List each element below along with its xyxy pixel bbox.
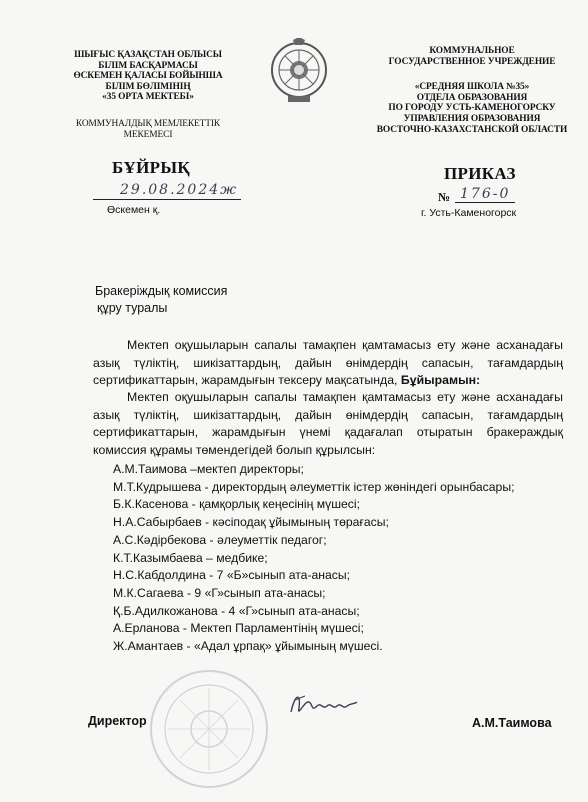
subject-line: Бракеріждық комиссия	[95, 284, 228, 298]
signature-title: Директор	[88, 714, 147, 728]
number-sign: №	[438, 190, 451, 204]
city-kz: Өскемен қ.	[107, 204, 161, 216]
round-stamp-icon	[148, 668, 270, 790]
commission-members-list	[113, 461, 514, 656]
header-left-line: БІЛІМ БӨЛІМІНІҢ	[105, 81, 191, 92]
number-underline	[455, 202, 515, 203]
header-left-org	[60, 50, 236, 140]
list-item: Н.А.Сабырбаев - кәсіподақ ұйымының төрағасы;	[113, 515, 389, 530]
director-name: А.М.Таимова	[472, 716, 552, 730]
list-item: А.С.Кәдірбекова - әлеуметтік педагог;	[113, 532, 327, 547]
header-right-line: «СРЕДНЯЯ ШКОЛА №35»	[414, 82, 530, 93]
header-right-line: УПРАВЛЕНИЯ ОБРАЗОВАНИЯ	[403, 113, 541, 124]
paragraph-text: Мектеп оқушыларын сапалы тамақпен қамтамасыз ету және асханадағы азық түліктің, шикізаттардың, дайын өнімдердің сапасын, тағамдардың сертификаттарын, жарамдығын тексеру мақсатында,	[93, 338, 563, 388]
header-left-line: «35 ОРТА МЕКТЕБІ»	[102, 92, 194, 103]
list-item: М.Т.Кудрышева - директордың әлеуметтік істер жөніндегі орынбасары;	[113, 479, 515, 494]
list-item: А.М.Таимова –мектеп директоры;	[113, 462, 304, 476]
state-emblem-icon	[270, 38, 328, 104]
date-underline	[93, 199, 241, 200]
doc-title-ru: ПРИКАЗ	[444, 164, 516, 183]
list-item: Б.К.Касенова - қамқорлық кеңесінің мүшесі;	[113, 497, 360, 512]
header-right-org	[372, 46, 572, 135]
list-item: Ж.Амантаев - «Адал ұрпақ» ұйымының мүшесі.	[113, 639, 383, 654]
doc-title-kz: БҰЙРЫҚ	[112, 158, 190, 177]
list-item: К.Т.Казымбаева – медбике;	[113, 550, 268, 565]
list-item: Қ.Б.Адилкожанова - 4 «Г»сынып ата-анасы;	[113, 603, 360, 618]
header-left-sub-line: КОММУНАЛДЫҚ МЕМЛЕКЕТТІК	[75, 118, 221, 129]
header-right-line: ВОСТОЧНО-КАЗАХСТАНСКОЙ ОБЛАСТИ	[376, 124, 568, 135]
paragraph-purpose	[93, 337, 563, 390]
header-right-line: ГОСУДАРСТВЕННОЕ УЧРЕЖДЕНИЕ	[388, 56, 556, 67]
header-left-line: ӨСКЕМЕН ҚАЛАСЫ БОЙЫНША	[73, 71, 223, 82]
list-item: М.К.Сагаева - 9 «Г»сынып ата-анасы;	[113, 585, 326, 600]
header-right-line: ОТДЕЛА ОБРАЗОВАНИЯ	[416, 92, 528, 103]
header-left-line: БІЛІМ БАСҚАРМАСЫ	[98, 60, 198, 71]
header-right-line: КОММУНАЛЬНОЕ	[429, 46, 515, 56]
list-item: А.Ерланова - Мектеп Парламентінің мүшесі;	[113, 621, 364, 636]
handwritten-date: 29.08.2024ж	[120, 182, 239, 198]
header-left-line: ШЫҒЫС ҚАЗАҚСТАН ОБЛЫСЫ	[74, 50, 222, 60]
header-right-line: ПО ГОРОДУ УСТЬ-КАМЕНОГОРСКУ	[388, 103, 556, 114]
subject-line: құру туралы	[97, 301, 168, 315]
city-ru: г. Усть-Каменогорск	[421, 207, 517, 219]
paragraph-commission	[93, 389, 563, 459]
order-subject	[95, 283, 227, 317]
header-left-sub-line: МЕКЕМЕСІ	[123, 129, 173, 140]
paragraph-text: Мектеп оқушыларын сапалы тамақпен қамтамасыз ету және асханадағы азық түліктің, шикізаттардың, дайын өнімдердің сапасын, тағамдардың сертификаттарын, жарамдығын үнемі қадағалап отыратын бракераждық комиссия құрамы төмендегідей болып құрылсын:	[93, 390, 563, 457]
handwritten-signature-icon	[285, 688, 361, 724]
list-item: Н.С.Кабдолдина - 7 «Б»сынып ата-анасы;	[113, 568, 351, 583]
order-keyword: Бұйырамын:	[400, 373, 481, 388]
header-left-subtitle	[60, 119, 236, 140]
handwritten-order-number: 176-0	[460, 186, 511, 202]
